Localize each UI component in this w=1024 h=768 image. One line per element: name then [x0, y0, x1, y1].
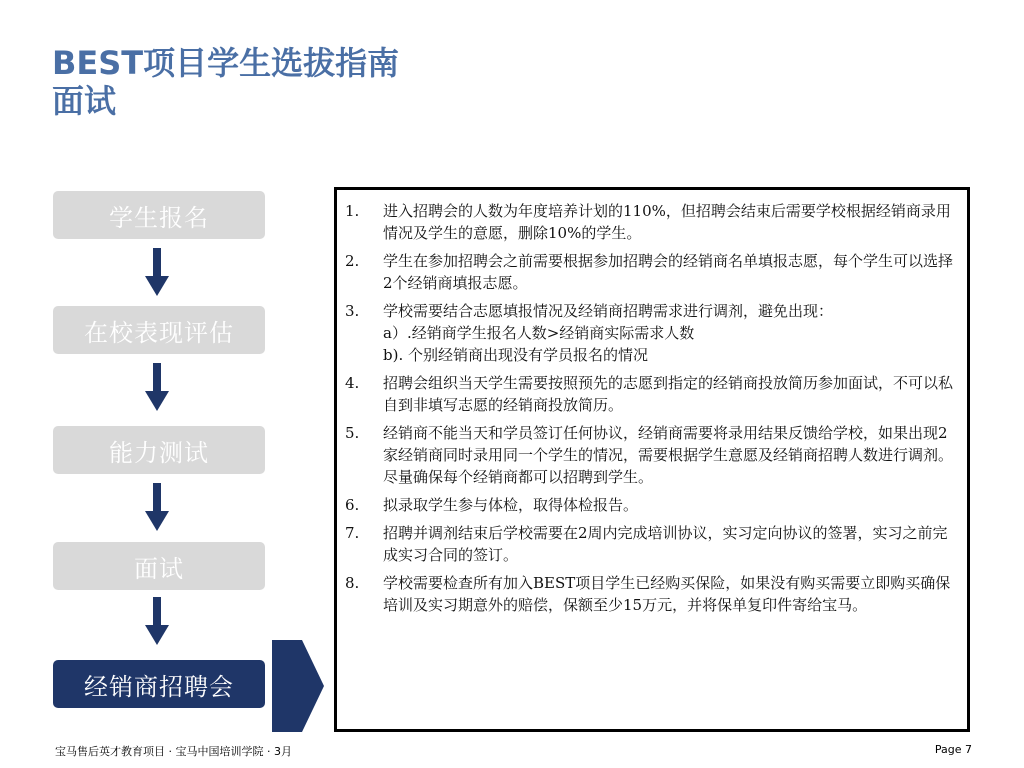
step-school-performance: 在校表现评估 [53, 306, 265, 354]
slide-title [52, 44, 399, 120]
footer-program-name: 宝马售后英才教育项目 · 宝马中国培训学院 · 3月 [55, 745, 292, 758]
step-student-registration: 学生报名 [53, 191, 265, 239]
step-dealer-job-fair: 经销商招聘会 [53, 660, 265, 708]
list-item: 8. 学校需要检查所有加入BEST项目学生已经购买保险，如果没有购买需要立即购买确保培训及实习期意外的赔偿，保额至少15万元，并将保单复印件寄给宝马。 [345, 574, 951, 614]
arrow-down-icon [143, 597, 171, 647]
list-item: 7. 招聘并调剂结束后学校需要在2周内完成培训协议，实习定向协议的签署，实习之前完成实习合同的签订。 [345, 524, 948, 564]
step-ability-test: 能力测试 [53, 426, 265, 474]
details-list [337, 190, 967, 616]
step-interview: 面试 [53, 542, 265, 590]
list-item: 2. 学生在参加招聘会之前需要根据参加招聘会的经销商名单填报志愿，每个学生可以选择2个经销商填报志愿。 [345, 252, 954, 292]
list-item: 5. 经销商不能当天和学员签订任何协议，经销商需要将录用结果反馈给学校，如果出现2家经销商同时录用同一个学生的情况，需要根据学生意愿及经销商招聘人数进行调剂。尽量确保每个经销商都可以招聘到学生。 [345, 424, 954, 486]
list-item: 1. 进入招聘会的人数为年度培养计划的110%，但招聘会结束后需要学校根据经销商录用情况及学生的意愿，删除10%的学生。 [345, 202, 951, 242]
arrow-down-icon [143, 363, 171, 413]
title-line-2: 面试 [52, 82, 117, 120]
arrow-down-icon [143, 483, 171, 533]
arrow-down-icon [143, 248, 171, 298]
list-item: 3. 学校需要结合志愿填报情况及经销商招聘需求进行调剂，避免出现： a）.经销商学生报名人数>经销商实际需求人数 b). 个别经销商出现没有学员报名的情况 [345, 302, 834, 364]
title-line-1: BEST项目学生选拔指南 [52, 44, 400, 82]
list-item: 6. 拟录取学生参与体检，取得体检报告。 [345, 496, 639, 514]
arrow-right-icon [272, 640, 324, 732]
page-number: Page 7 [934, 743, 972, 756]
details-panel [334, 187, 970, 732]
list-item: 4. 招聘会组织当天学生需要按照预先的志愿到指定的经销商投放简历参加面试，不可以私自到非填写志愿的经销商投放简历。 [345, 374, 954, 414]
